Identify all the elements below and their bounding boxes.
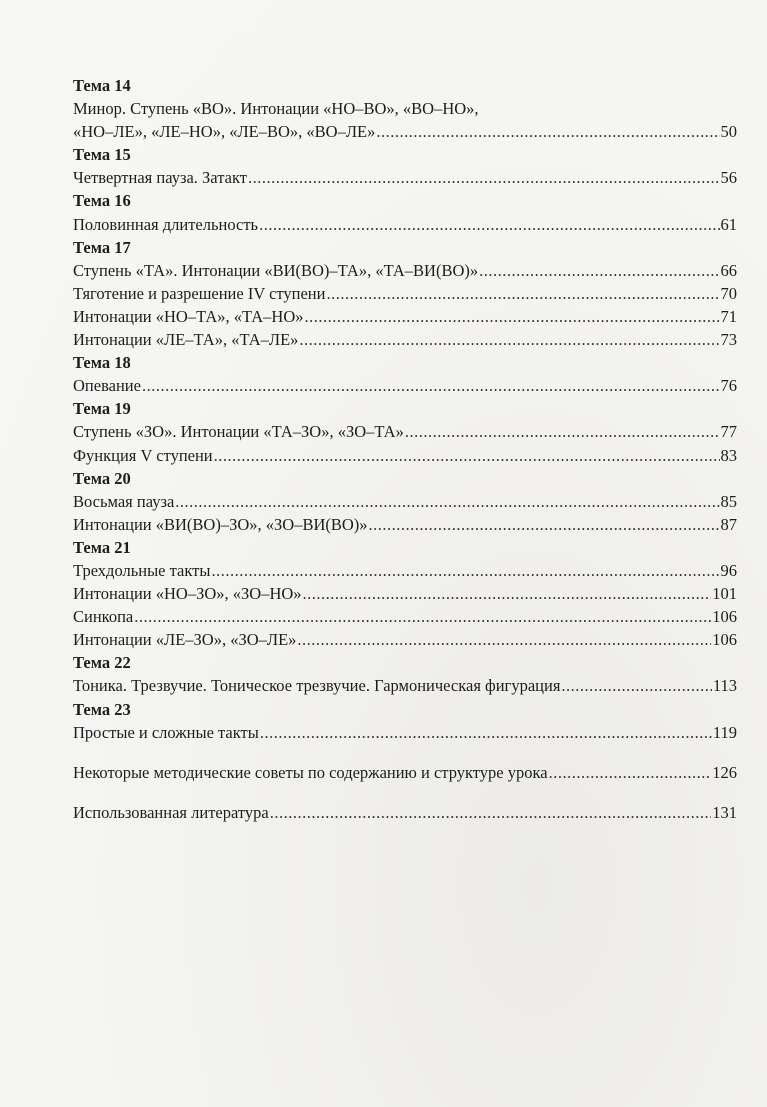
- theme-heading: Тема 19: [73, 399, 131, 419]
- toc-entry: [73, 305, 737, 328]
- toc-entry: [73, 628, 737, 651]
- toc-entry: [73, 282, 737, 305]
- toc-entry: [73, 761, 737, 784]
- toc-entry: [73, 374, 737, 397]
- toc-page-number: 87: [720, 514, 737, 534]
- toc-page-number: 50: [720, 122, 737, 142]
- dot-leader: [134, 605, 711, 628]
- toc-entry-title: Использованная литература: [73, 802, 269, 822]
- dot-leader: [260, 721, 712, 744]
- toc-entry: [73, 801, 737, 824]
- toc-page-number: 83: [720, 445, 737, 465]
- theme-heading: Тема 23: [73, 699, 131, 719]
- toc-page-number: 119: [712, 722, 737, 742]
- toc-entry-title: Интонации «ВИ(ВО)–ЗО», «ЗО–ВИ(ВО)»: [73, 514, 368, 534]
- toc-page-number: 96: [720, 560, 737, 580]
- toc-page-number: 73: [720, 330, 737, 350]
- toc-entry: [73, 259, 737, 282]
- toc-entry: [73, 444, 737, 467]
- toc-entry-line: Минор. Ступень «ВО». Интонации «НО–ВО», «ВО–НО»,: [73, 99, 479, 119]
- toc-entry: [73, 328, 737, 351]
- toc-entry: [73, 513, 737, 536]
- toc-entry-title: Трехдольные такты: [73, 560, 211, 580]
- dot-leader: [561, 674, 711, 697]
- toc-page-number: 85: [720, 491, 737, 511]
- toc-entry-title: Простые и сложные такты: [73, 722, 259, 742]
- toc-page-number: 106: [712, 607, 737, 627]
- toc-entry-title: Опевание: [73, 376, 141, 396]
- dot-leader: [305, 305, 720, 328]
- toc-entry: [73, 420, 737, 443]
- dot-leader: [211, 559, 719, 582]
- toc-entry-title: Интонации «НО–ЗО», «ЗО–НО»: [73, 584, 302, 604]
- toc-page-number: 113: [712, 676, 737, 696]
- toc-page-number: 131: [712, 802, 737, 822]
- toc-page-number: 76: [720, 376, 737, 396]
- dot-leader: [549, 761, 712, 784]
- toc-entry-title: Половинная длительность: [73, 214, 259, 234]
- toc-entry-title: Некоторые методические советы по содержанию и структуре урока: [73, 762, 548, 782]
- toc-entry-title: Восьмая пауза: [73, 491, 175, 511]
- theme-heading: Тема 22: [73, 653, 131, 673]
- theme-heading: Тема 18: [73, 353, 131, 373]
- dot-leader: [299, 328, 719, 351]
- dot-leader: [259, 213, 719, 236]
- table-of-contents: [73, 74, 737, 824]
- toc-page-number: 70: [720, 283, 737, 303]
- theme-heading: Тема 17: [73, 237, 131, 257]
- toc-entry: [73, 582, 737, 605]
- toc-entry-title: Функция V ступени: [73, 445, 213, 465]
- toc-entry-title: Тоника. Трезвучие. Тоническое трезвучие. Гармоническая фигурация: [73, 676, 561, 696]
- toc-page-number: 61: [720, 214, 737, 234]
- dot-leader: [405, 420, 720, 443]
- dot-leader: [175, 490, 719, 513]
- toc-page-number: 77: [720, 422, 737, 442]
- section-gap: [73, 784, 737, 801]
- dot-leader: [376, 120, 719, 143]
- toc-page-number: 106: [712, 630, 737, 650]
- dot-leader: [270, 801, 712, 824]
- dot-leader: [248, 166, 720, 189]
- toc-entry-title: Ступень «ЗО». Интонации «ТА–ЗО», «ЗО–ТА»: [73, 422, 404, 442]
- toc-page-number: 56: [720, 168, 737, 188]
- toc-entry: [73, 166, 737, 189]
- toc-page-number: 66: [720, 260, 737, 280]
- toc-entry: [73, 605, 737, 628]
- toc-entry-title: Ступень «ТА». Интонации «ВИ(ВО)–ТА», «ТА–ВИ(ВО)»: [73, 260, 479, 280]
- toc-entry: [73, 721, 737, 744]
- toc-entry: [73, 120, 737, 143]
- dot-leader: [369, 513, 720, 536]
- theme-heading: Тема 15: [73, 145, 131, 165]
- dot-leader: [142, 374, 720, 397]
- toc-entry: [73, 674, 737, 697]
- toc-page-number: 71: [720, 306, 737, 326]
- toc-entry: [73, 490, 737, 513]
- toc-entry-title: Четвертная пауза. Затакт: [73, 168, 247, 188]
- toc-entry-title: Интонации «ЛЕ–ЗО», «ЗО–ЛЕ»: [73, 630, 297, 650]
- toc-entry-title: Синкопа: [73, 607, 134, 627]
- toc-page-number: 101: [712, 584, 737, 604]
- toc-entry: [73, 213, 737, 236]
- toc-page-number: 126: [712, 762, 737, 782]
- theme-heading: Тема 14: [73, 76, 131, 95]
- toc-entry-title: «НО–ЛЕ», «ЛЕ–НО», «ЛЕ–ВО», «ВО–ЛЕ»: [73, 122, 376, 142]
- dot-leader: [326, 282, 719, 305]
- theme-heading: Тема 16: [73, 191, 131, 211]
- dot-leader: [303, 582, 712, 605]
- toc-entry-title: Интонации «ЛЕ–ТА», «ТА–ЛЕ»: [73, 330, 299, 350]
- theme-heading: Тема 21: [73, 537, 131, 557]
- theme-heading: Тема 20: [73, 468, 131, 488]
- toc-entry-title: Тяготение и разрешение IV ступени: [73, 283, 326, 303]
- toc-entry: [73, 559, 737, 582]
- dot-leader: [214, 444, 720, 467]
- dot-leader: [297, 628, 711, 651]
- toc-entry-title: Интонации «НО–ТА», «ТА–НО»: [73, 306, 304, 326]
- dot-leader: [479, 259, 719, 282]
- section-gap: [73, 744, 737, 761]
